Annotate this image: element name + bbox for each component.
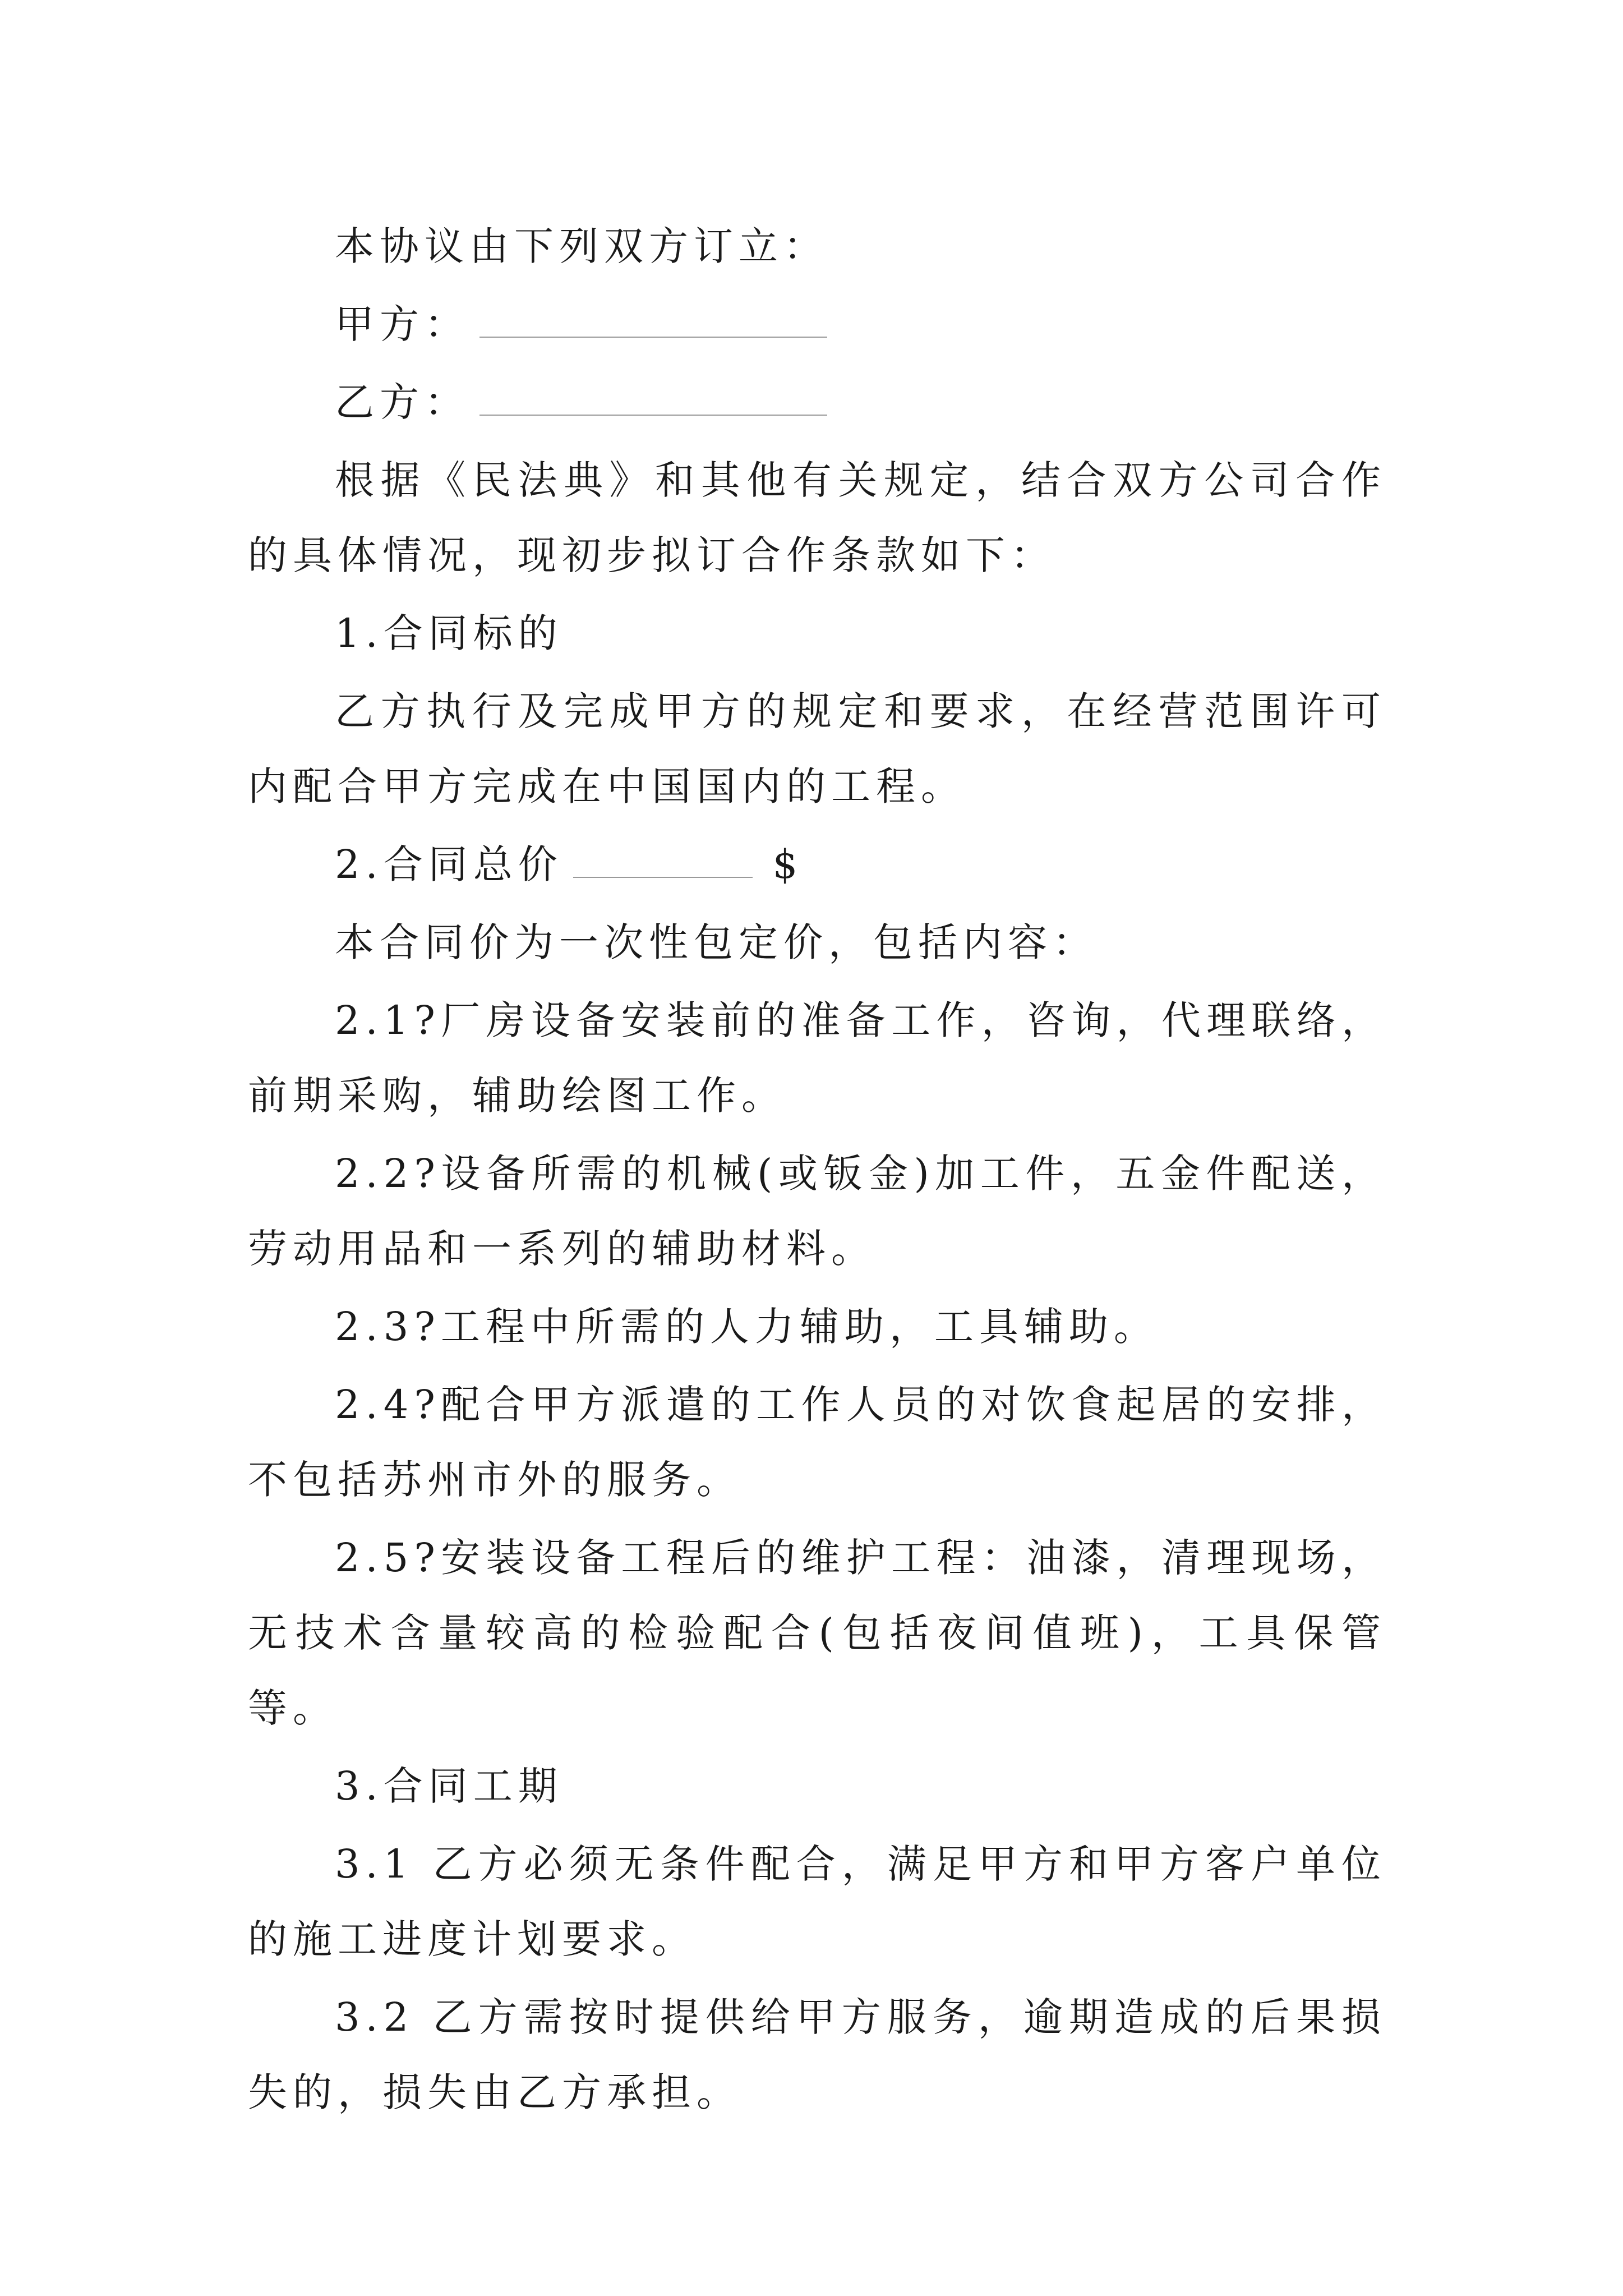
clause-2-4: 2.4?配合甲方派遣的工作人员的对饮食起居的安排，不包括苏州市外的服务。: [248, 1382, 1386, 1503]
section-2-body: 本合同价为一次性包定价，包括内容：: [335, 919, 1098, 965]
party-b-label: 乙方：: [335, 379, 469, 425]
clause-2-2: 2.2?设备所需的机械(或钣金)加工件，五金件配送，劳动用品和一系列的辅助材料。: [248, 1151, 1386, 1272]
party-b-line: [248, 365, 1386, 440]
section-2-title: 2.合同总价: [335, 841, 563, 887]
price-blank: [573, 843, 753, 878]
section-1-heading: 1.合同标的: [335, 610, 563, 656]
intro-paragraph: 本协议由下列双方订立：: [335, 223, 828, 269]
party-b-blank: [479, 381, 827, 416]
document-page: [248, 209, 1386, 2133]
section-3-heading: 3.合同工期: [335, 1763, 563, 1809]
basis-paragraph: 根据《民法典》和其他有关规定，结合双方公司合作的具体情况，现初步拟订合作条款如下：: [248, 457, 1386, 578]
clause-3-1: 3.1 乙方必须无条件配合，满足甲方和甲方客户单位的施工进度计划要求。: [248, 1841, 1386, 1962]
section-2-heading: [248, 827, 1386, 902]
party-a-label: 甲方：: [335, 301, 469, 347]
clause-2-1: 2.1?厂房设备安装前的准备工作，咨询，代理联络，前期采购，辅助绘图工作。: [248, 997, 1386, 1119]
section-1-body: 乙方执行及完成甲方的规定和要求，在经营范围许可内配合甲方完成在中国国内的工程。: [248, 688, 1386, 809]
party-a-blank: [479, 303, 827, 338]
party-a-line: [248, 287, 1386, 362]
clause-2-5: 2.5?安装设备工程后的维护工程：油漆，清理现场，无技术含量较高的检验配合(包括夜间值班)，工具保管等。: [248, 1535, 1386, 1731]
price-currency: $: [772, 841, 804, 887]
clause-2-3: 2.3?工程中所需的人力辅助，工具辅助。: [335, 1304, 1159, 1350]
clause-3-2: 3.2 乙方需按时提供给甲方服务，逾期造成的后果损失的，损失由乙方承担。: [248, 1994, 1386, 2115]
